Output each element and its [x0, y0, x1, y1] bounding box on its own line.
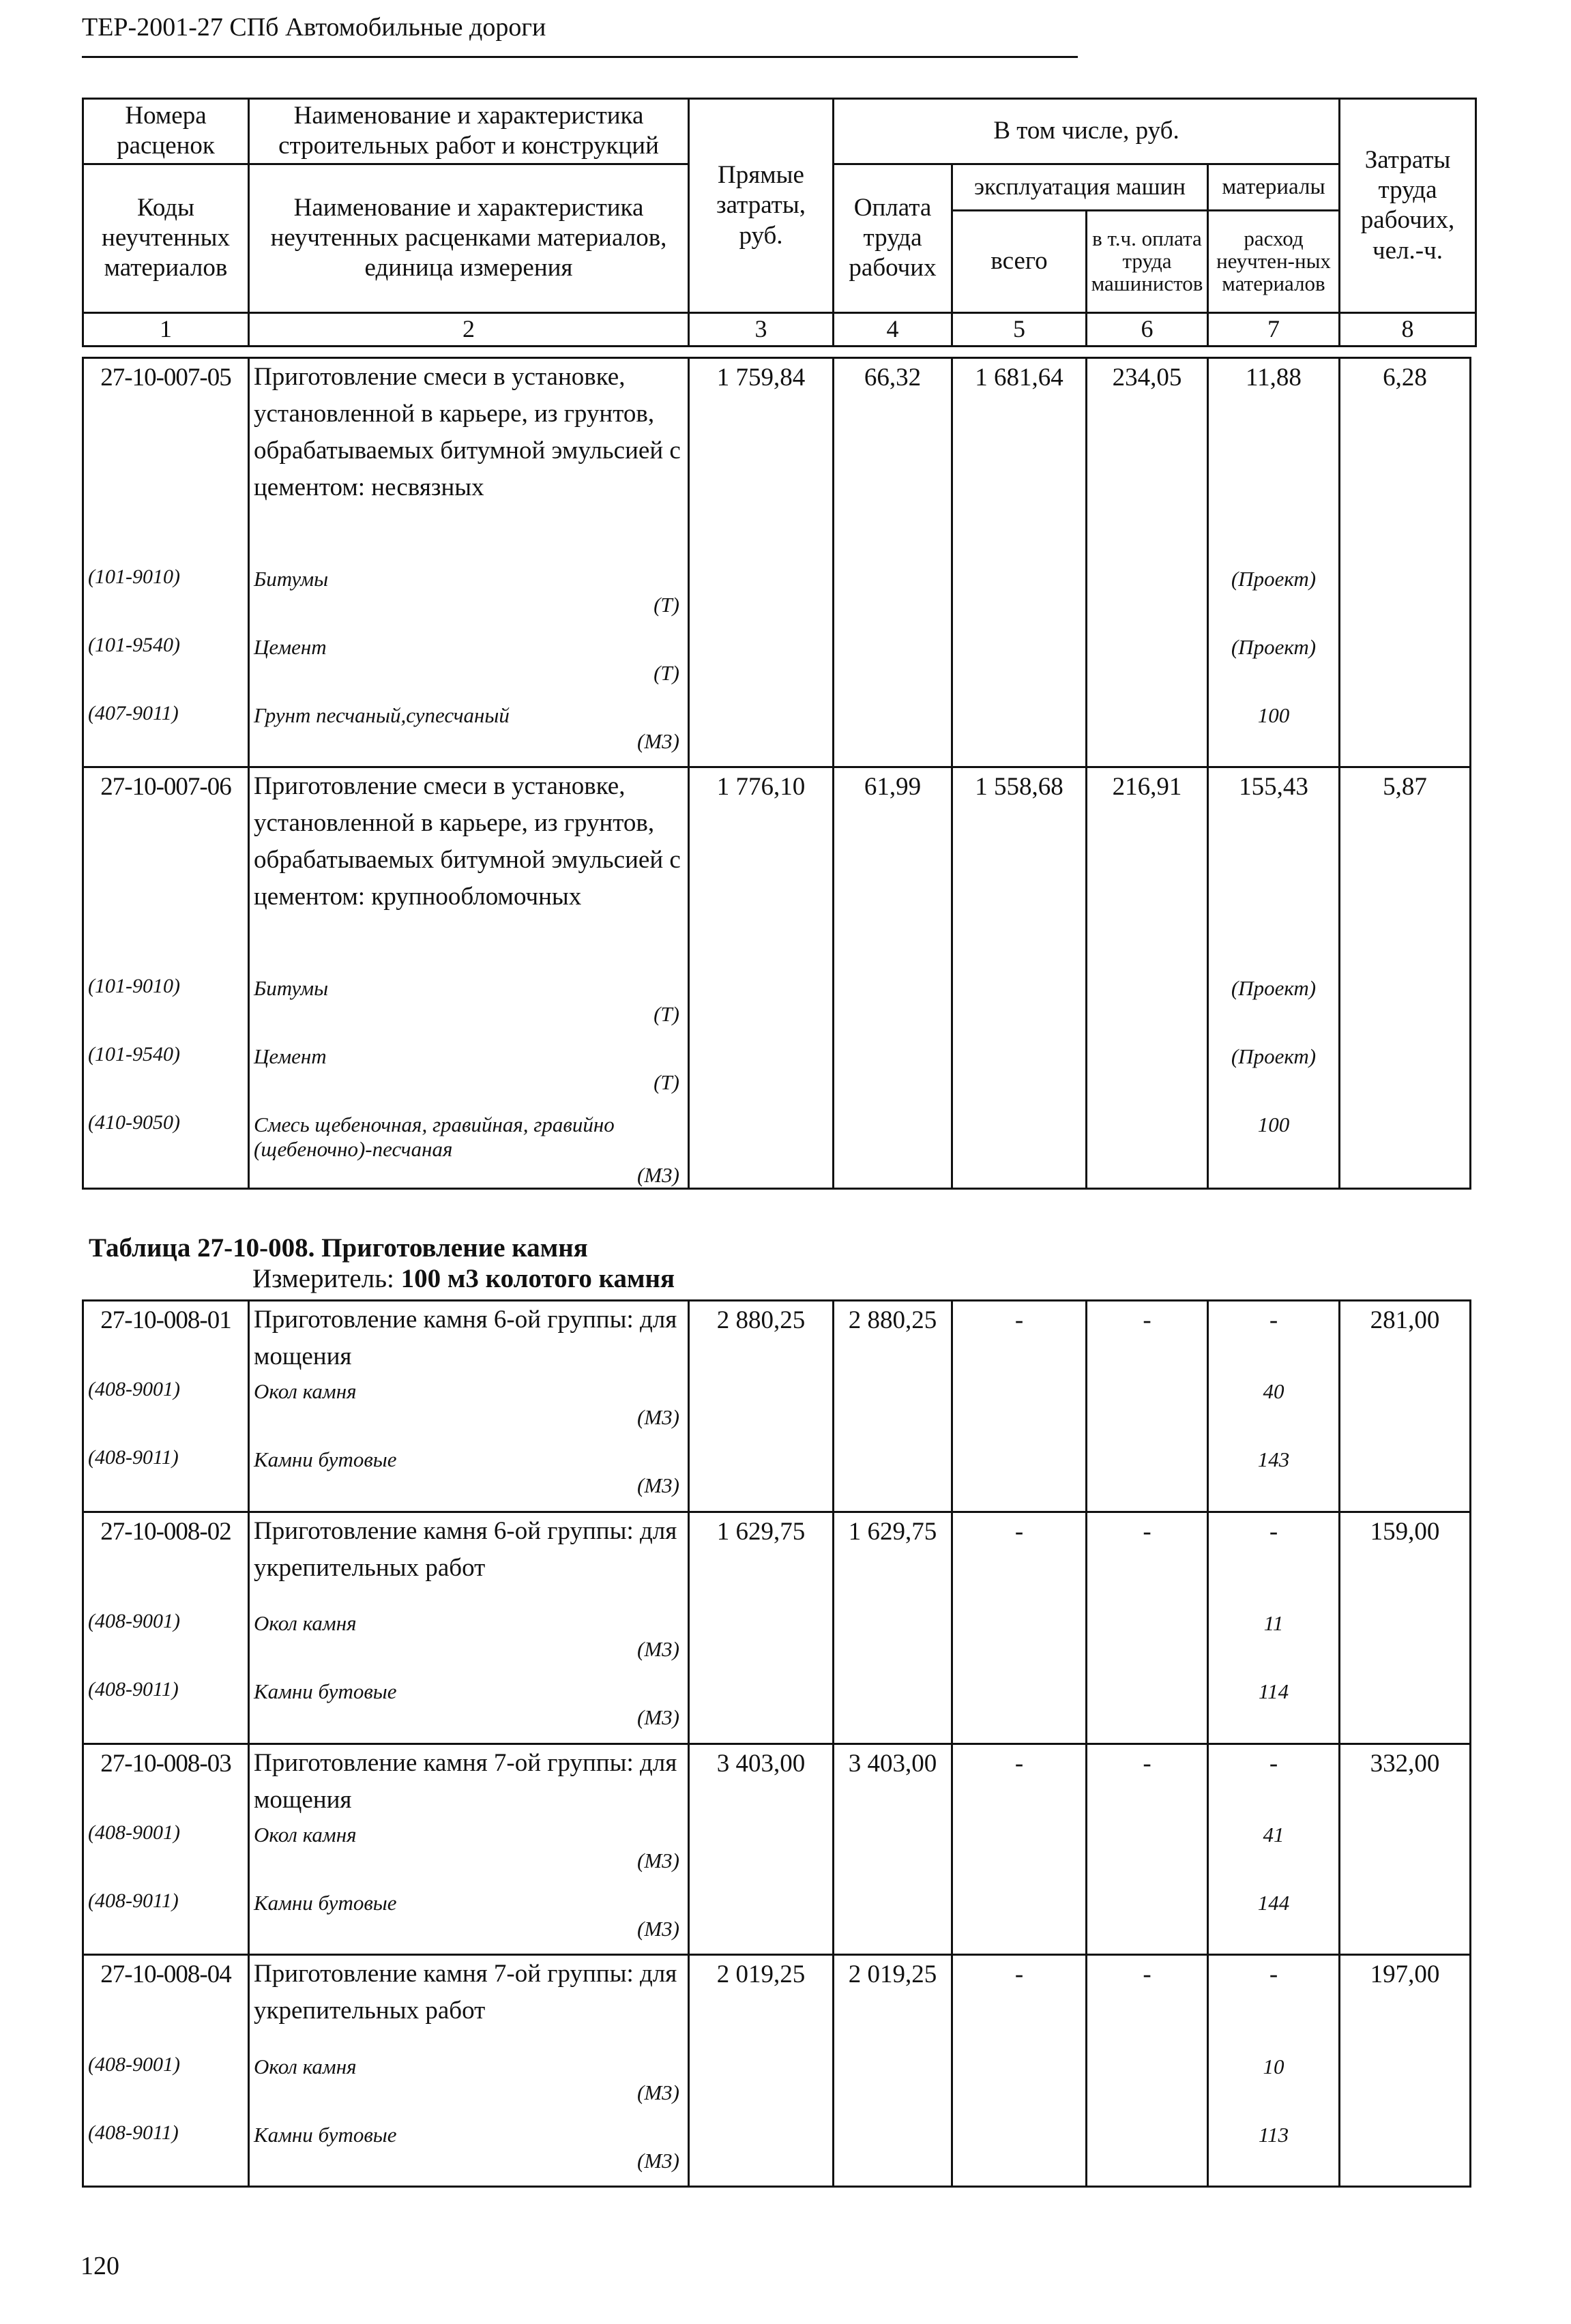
empty-cell [1340, 2050, 1471, 2119]
empty-cell [834, 1375, 952, 1443]
col-number-2: 2 [249, 312, 689, 346]
machine-wages-value: 216,91 [1087, 767, 1208, 972]
material-quantity: 143 [1208, 1443, 1340, 1512]
col-wages: Оплата труда рабочих [834, 164, 952, 312]
material-row [83, 1108, 1471, 1189]
material-row [83, 1607, 1471, 1675]
empty-cell [1340, 1040, 1471, 1108]
empty-cell [952, 631, 1087, 699]
material-text: Камни бутовые [254, 1890, 397, 1915]
empty-cell [1087, 1375, 1208, 1443]
col-rate-number: Номера расценок [83, 99, 249, 164]
material-quantity: (Проект) [1208, 631, 1340, 699]
material-code: (408-9011) [83, 1887, 249, 1955]
empty-cell [1340, 1819, 1471, 1887]
machines-value: - [952, 1744, 1087, 1819]
machines-value: 1 558,68 [952, 767, 1087, 972]
material-text: Битумы [254, 975, 329, 1000]
empty-cell [952, 1887, 1087, 1955]
materials-value: - [1208, 1512, 1340, 1607]
empty-cell [952, 699, 1087, 767]
col-materials-use: расход неучтен-ных материалов [1208, 210, 1340, 312]
material-text: Грунт песчаный,супесчаный [254, 703, 510, 727]
machine-wages-value: 234,05 [1087, 358, 1208, 563]
col-machines-wages: в т.ч. оплата труда машинистов [1087, 210, 1208, 312]
empty-cell [1340, 1375, 1471, 1443]
empty-cell [689, 1040, 834, 1108]
material-unit: (Т) [654, 1070, 679, 1094]
table-title: Таблица 27-10-008. Приготовление камня [89, 1233, 588, 1263]
col-number-6: 6 [1087, 312, 1208, 346]
machine-wages-value: - [1087, 1955, 1208, 2050]
rate-row [83, 1512, 1471, 1607]
material-code: (408-9001) [83, 1819, 249, 1887]
material-row [83, 563, 1471, 631]
empty-cell [689, 2119, 834, 2187]
empty-cell [952, 563, 1087, 631]
empty-cell [1087, 1819, 1208, 1887]
col-materials: материалы [1208, 164, 1340, 210]
col-number-7: 7 [1208, 312, 1340, 346]
material-text: Цемент [254, 634, 327, 659]
material-name [249, 1819, 689, 1887]
material-text: Цемент [254, 1044, 327, 1068]
empty-cell [1340, 1675, 1471, 1744]
rate-row [83, 358, 1471, 563]
col-number-5: 5 [952, 312, 1087, 346]
wages-value: 3 403,00 [834, 1744, 952, 1819]
material-name [249, 631, 689, 699]
empty-cell [952, 1443, 1087, 1512]
empty-cell [1340, 1443, 1471, 1512]
empty-cell [1340, 1108, 1471, 1189]
material-quantity: (Проект) [1208, 1040, 1340, 1108]
material-name [249, 2119, 689, 2187]
empty-cell [834, 563, 952, 631]
rate-code: 27-10-008-01 [83, 1301, 249, 1376]
col-number-1: 1 [83, 312, 249, 346]
empty-cell [1087, 972, 1208, 1040]
wages-value: 2 019,25 [834, 1955, 952, 2050]
direct-costs-value: 1 776,10 [689, 767, 834, 972]
material-name [249, 2050, 689, 2119]
rate-name: Приготовление камня 6-ой группы: для укрепительных работ [249, 1512, 689, 1607]
empty-cell [689, 1375, 834, 1443]
measure-unit-label: Измеритель: [252, 1264, 394, 1293]
empty-cell [1340, 563, 1471, 631]
rate-row [83, 767, 1471, 972]
empty-cell [834, 972, 952, 1040]
materials-value: 11,88 [1208, 358, 1340, 563]
machines-value: 1 681,64 [952, 358, 1087, 563]
empty-cell [834, 2119, 952, 2187]
rates-table-27-10-007 [82, 357, 1471, 1190]
machine-wages-value: - [1087, 1301, 1208, 1376]
material-code: (101-9540) [83, 631, 249, 699]
rate-name: Приготовление смеси в установке, установленной в карьере, из грунтов, обрабатываемых битумной эмульсией с цементом: крупнообломочных [249, 767, 689, 972]
material-code: (101-9010) [83, 563, 249, 631]
material-code: (101-9010) [83, 972, 249, 1040]
material-unit: (М3) [637, 1848, 679, 1872]
material-name [249, 1443, 689, 1512]
material-row [83, 1675, 1471, 1744]
rate-name: Приготовление смеси в установке, установленной в карьере, из грунтов, обрабатываемых битумной эмульсией с цементом: несвязных [249, 358, 689, 563]
col-work-name: Наименование и характеристика строительных работ и конструкций [249, 99, 689, 164]
column-header-table [82, 98, 1477, 347]
material-text: Камни бутовые [254, 2122, 397, 2147]
empty-cell [834, 1607, 952, 1675]
empty-cell [834, 2050, 952, 2119]
machines-value: - [952, 1301, 1087, 1376]
empty-cell [952, 2119, 1087, 2187]
material-name [249, 1887, 689, 1955]
machine-wages-value: - [1087, 1744, 1208, 1819]
direct-costs-value: 1 759,84 [689, 358, 834, 563]
empty-cell [1087, 631, 1208, 699]
material-quantity: 114 [1208, 1675, 1340, 1744]
empty-cell [1087, 2050, 1208, 2119]
empty-cell [952, 2050, 1087, 2119]
empty-cell [952, 1108, 1087, 1189]
empty-cell [689, 1675, 834, 1744]
empty-cell [952, 1675, 1087, 1744]
material-code: (407-9011) [83, 699, 249, 767]
rate-code: 27-10-007-06 [83, 767, 249, 972]
empty-cell [689, 699, 834, 767]
material-name [249, 972, 689, 1040]
empty-cell [834, 631, 952, 699]
material-unit: (Т) [654, 1001, 679, 1026]
empty-cell [834, 1443, 952, 1512]
empty-cell [952, 1819, 1087, 1887]
material-name [249, 1607, 689, 1675]
empty-cell [689, 972, 834, 1040]
materials-value: 155,43 [1208, 767, 1340, 972]
empty-cell [689, 631, 834, 699]
material-quantity: 11 [1208, 1607, 1340, 1675]
page-number: 120 [80, 2252, 119, 2280]
machines-value: - [952, 1512, 1087, 1607]
labor-value: 5,87 [1340, 767, 1471, 972]
material-name [249, 1108, 689, 1189]
material-quantity: 40 [1208, 1375, 1340, 1443]
empty-cell [689, 1887, 834, 1955]
empty-cell [834, 1675, 952, 1744]
material-code: (408-9011) [83, 2119, 249, 2187]
rate-name: Приготовление камня 6-ой группы: для мощения [249, 1301, 689, 1376]
material-name [249, 563, 689, 631]
material-text: Смесь щебеночная, гравийная, гравийно (щебеночно)-песчаная [254, 1112, 615, 1161]
empty-cell [1340, 2119, 1471, 2187]
empty-cell [834, 1040, 952, 1108]
material-code: (101-9540) [83, 1040, 249, 1108]
empty-cell [1087, 1443, 1208, 1512]
col-number-3: 3 [689, 312, 834, 346]
empty-cell [689, 1819, 834, 1887]
empty-cell [952, 1607, 1087, 1675]
col-material-codes: Коды неучтенных материалов [83, 164, 249, 312]
material-unit: (М3) [637, 1405, 679, 1429]
empty-cell [952, 1375, 1087, 1443]
material-row [83, 1443, 1471, 1512]
empty-cell [1087, 1887, 1208, 1955]
material-unit: (Т) [654, 660, 679, 685]
empty-cell [1087, 1675, 1208, 1744]
empty-cell [689, 563, 834, 631]
direct-costs-value: 3 403,00 [689, 1744, 834, 1819]
material-text: Камни бутовые [254, 1447, 397, 1471]
labor-value: 6,28 [1340, 358, 1471, 563]
col-labor: Затраты труда рабочих, чел.-ч. [1340, 99, 1476, 313]
material-unit: (М3) [637, 1473, 679, 1497]
material-name [249, 1375, 689, 1443]
material-unit: (М3) [637, 1162, 679, 1187]
material-row [83, 631, 1471, 699]
materials-value: - [1208, 1744, 1340, 1819]
col-machines-total: всего [952, 210, 1087, 312]
machines-value: - [952, 1955, 1087, 2050]
wages-value: 66,32 [834, 358, 952, 563]
empty-cell [834, 1887, 952, 1955]
material-text: Окол камня [254, 1822, 357, 1847]
empty-cell [1087, 699, 1208, 767]
material-unit: (М3) [637, 1637, 679, 1661]
material-quantity: 100 [1208, 699, 1340, 767]
wages-value: 61,99 [834, 767, 952, 972]
material-row [83, 1887, 1471, 1955]
empty-cell [689, 1443, 834, 1512]
materials-value: - [1208, 1955, 1340, 2050]
material-quantity: 100 [1208, 1108, 1340, 1189]
rate-name: Приготовление камня 7-ой группы: для мощения [249, 1744, 689, 1819]
empty-cell [1340, 1887, 1471, 1955]
material-name [249, 699, 689, 767]
rate-row [83, 1955, 1471, 2050]
rate-row [83, 1301, 1471, 1376]
rate-row [83, 1744, 1471, 1819]
material-code: (408-9001) [83, 2050, 249, 2119]
direct-costs-value: 1 629,75 [689, 1512, 834, 1607]
rate-code: 27-10-008-04 [83, 1955, 249, 2050]
material-unit: (М3) [637, 1705, 679, 1729]
labor-value: 281,00 [1340, 1301, 1471, 1376]
material-text: Окол камня [254, 1379, 357, 1403]
material-row [83, 972, 1471, 1040]
rate-code: 27-10-008-03 [83, 1744, 249, 1819]
material-unit: (М3) [637, 1916, 679, 1941]
empty-cell [689, 1108, 834, 1189]
empty-cell [834, 699, 952, 767]
material-text: Окол камня [254, 2054, 357, 2078]
empty-cell [834, 1819, 952, 1887]
material-unit: (М3) [637, 2148, 679, 2173]
material-quantity: (Проект) [1208, 563, 1340, 631]
empty-cell [1340, 631, 1471, 699]
empty-cell [689, 1607, 834, 1675]
labor-value: 332,00 [1340, 1744, 1471, 1819]
empty-cell [1087, 1607, 1208, 1675]
empty-cell [1087, 563, 1208, 631]
material-text: Битумы [254, 566, 329, 591]
material-row [83, 1819, 1471, 1887]
empty-cell [1340, 699, 1471, 767]
material-code: (408-9001) [83, 1607, 249, 1675]
measure-unit-value: 100 м3 колотого камня [400, 1264, 675, 1293]
rate-name: Приготовление камня 7-ой группы: для укрепительных работ [249, 1955, 689, 2050]
wages-value: 1 629,75 [834, 1512, 952, 1607]
empty-cell [952, 972, 1087, 1040]
rate-code: 27-10-007-05 [83, 358, 249, 563]
machine-wages-value: - [1087, 1512, 1208, 1607]
material-row [83, 2119, 1471, 2187]
col-direct-costs: Прямые затраты, руб. [689, 99, 834, 313]
material-quantity: 41 [1208, 1819, 1340, 1887]
direct-costs-value: 2 880,25 [689, 1301, 834, 1376]
col-number-4: 4 [834, 312, 952, 346]
material-quantity: 10 [1208, 2050, 1340, 2119]
labor-value: 197,00 [1340, 1955, 1471, 2050]
empty-cell [1340, 1607, 1471, 1675]
material-code: (408-9011) [83, 1675, 249, 1744]
empty-cell [834, 1108, 952, 1189]
material-name [249, 1675, 689, 1744]
material-name [249, 1040, 689, 1108]
material-text: Окол камня [254, 1611, 357, 1635]
page-header: ТЕР-2001-27 СПб Автомобильные дороги [82, 12, 1078, 58]
material-quantity: (Проект) [1208, 972, 1340, 1040]
materials-value: - [1208, 1301, 1340, 1376]
empty-cell [1087, 1040, 1208, 1108]
material-unit: (М3) [637, 2080, 679, 2104]
empty-cell [689, 2050, 834, 2119]
material-quantity: 113 [1208, 2119, 1340, 2187]
empty-cell [1087, 1108, 1208, 1189]
material-row [83, 1040, 1471, 1108]
rates-table-27-10-008 [82, 1299, 1471, 2188]
material-text: Камни бутовые [254, 1679, 397, 1703]
direct-costs-value: 2 019,25 [689, 1955, 834, 2050]
col-including: В том числе, руб. [834, 99, 1340, 164]
material-code: (408-9011) [83, 1443, 249, 1512]
labor-value: 159,00 [1340, 1512, 1471, 1607]
col-number-8: 8 [1340, 312, 1476, 346]
col-material-name: Наименование и характеристика неучтенных расценками материалов, единица измерения [249, 164, 689, 312]
material-code: (408-9001) [83, 1375, 249, 1443]
material-row [83, 1375, 1471, 1443]
material-row [83, 2050, 1471, 2119]
rate-code: 27-10-008-02 [83, 1512, 249, 1607]
material-code: (410-9050) [83, 1108, 249, 1189]
empty-cell [1340, 972, 1471, 1040]
empty-cell [1087, 2119, 1208, 2187]
measure-unit [252, 1263, 675, 1294]
material-row [83, 699, 1471, 767]
material-quantity: 144 [1208, 1887, 1340, 1955]
empty-cell [952, 1040, 1087, 1108]
material-unit: (М3) [637, 729, 679, 753]
material-unit: (Т) [654, 592, 679, 617]
col-machines: эксплуатация машин [952, 164, 1208, 210]
wages-value: 2 880,25 [834, 1301, 952, 1376]
